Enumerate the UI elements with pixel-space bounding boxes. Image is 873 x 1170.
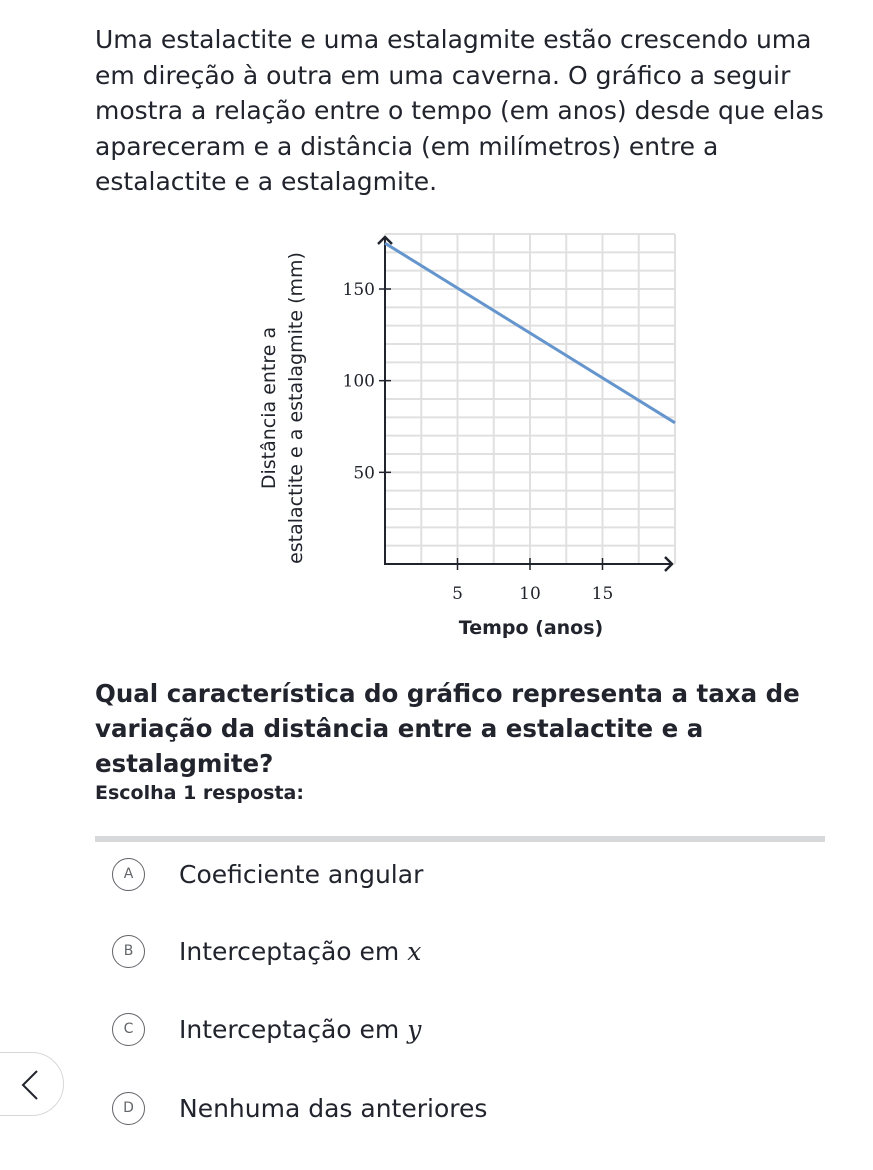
- x-tick-label: 15: [591, 584, 614, 604]
- chart-grid: [385, 234, 675, 564]
- choice-a[interactable]: [112, 851, 712, 897]
- y-tick-label: 150: [342, 280, 375, 300]
- x-tick-label: 10: [519, 584, 541, 604]
- y-axis-label-line2: estalactite e a estalagmite (mm): [285, 252, 307, 564]
- y-tick-label: 50: [353, 463, 375, 484]
- choice-a-text: Coeficiente angular: [179, 859, 424, 889]
- choice-c[interactable]: [112, 1006, 712, 1052]
- choice-b-label[interactable]: [179, 937, 421, 966]
- instruction-text: Escolha 1 resposta:: [95, 782, 304, 804]
- chevron-left-icon: [21, 1069, 39, 1101]
- back-button[interactable]: [0, 1052, 64, 1116]
- choice-c-text: Interceptação em: [179, 1014, 400, 1044]
- x-tick-label: 5: [452, 584, 463, 604]
- x-axis-label: Tempo (anos): [458, 617, 604, 639]
- prompt-text: Qual característica do gráfico representa a taxa de variação da distância entre a estalactite e a estalagmite?: [95, 679, 800, 778]
- choice-d-bubble[interactable]: D: [112, 1092, 145, 1125]
- chart-ticks: [343, 280, 614, 604]
- y-tick-label: 100: [342, 371, 375, 392]
- choice-a-bubble[interactable]: A: [112, 858, 145, 891]
- choice-c-label[interactable]: [179, 1015, 421, 1044]
- question-text: Uma estalactite e uma estalagmite estão crescendo uma em direção à outra em uma caverna. O gráfico a seguir mostra a relação entre o tempo (em anos) desde que elas apareceram e a distância (em milímetros) entre a estalactite e a estalagmite.: [95, 25, 824, 196]
- choice-b[interactable]: [112, 928, 712, 974]
- line-chart: [240, 226, 700, 646]
- divider: [95, 836, 825, 842]
- choice-b-variable: x: [407, 936, 422, 966]
- choice-d-label[interactable]: [179, 1094, 487, 1123]
- choice-d[interactable]: [112, 1085, 712, 1131]
- choice-b-text: Interceptação em: [179, 936, 400, 966]
- choice-a-label[interactable]: [179, 860, 423, 889]
- choice-d-text: Nenhuma das anteriores: [179, 1093, 488, 1123]
- choice-b-bubble[interactable]: B: [112, 935, 145, 968]
- choice-c-bubble[interactable]: C: [112, 1013, 145, 1046]
- y-axis-label-line1: Distância entre a: [258, 326, 280, 490]
- choice-c-variable: y: [407, 1014, 422, 1044]
